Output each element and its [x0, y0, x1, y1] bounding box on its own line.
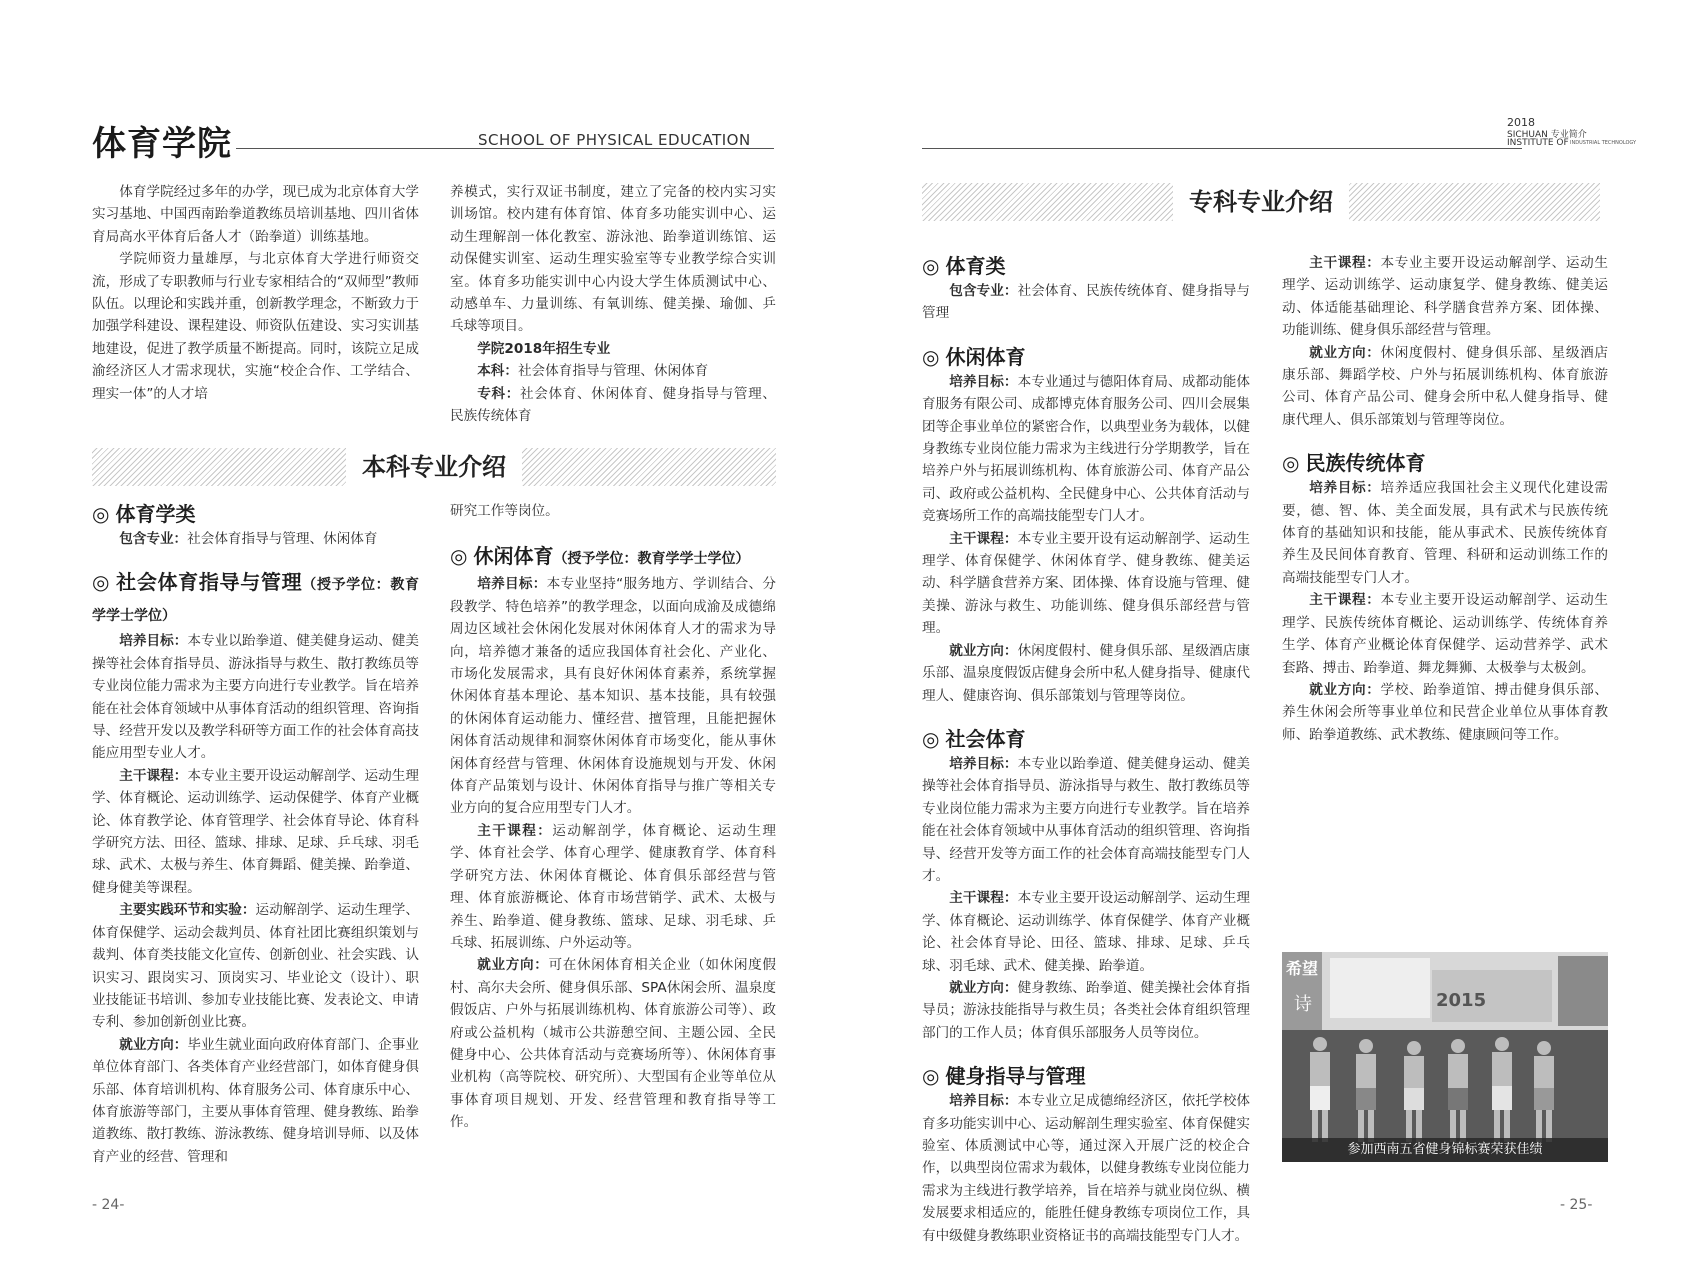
right-column-1 — [922, 252, 1250, 1247]
page-title-cn: 体育学院 — [92, 124, 232, 164]
header-year: 2018 — [1507, 116, 1535, 129]
competition-photo — [1282, 952, 1608, 1162]
section-heading — [1282, 449, 1608, 477]
section-title: 休闲体育 — [473, 544, 554, 569]
goal-label: 培养目标： — [949, 1093, 1018, 1110]
main-courses — [922, 887, 1250, 977]
circle-bullet-icon: ◎ — [92, 502, 110, 526]
goal-text: 本专业坚持“服务地方、学训结合、分段教学、特色培养”的教学理念，以面向成渝及成德绵周边区域社会休闲化发展对休闲体育人才的需求为导向，培养德才兼备的适应我国体育社会化、产业化、市场化发展需求，具有良好休闲体育素养，系统掌握休闲体育基本理论、基本知识、基本技能，具有较强的休闲体育运动能力、懂经营、擅管理，且能把握休闲体育活动规律和洞察休闲体育市场变化，能从事休闲体育经营与管理、休闲体育设施规划与开发、休闲体育产品策划与设计、休闲体育指导与推广等相关专业方向的复合应用型专门人才。 — [450, 576, 776, 817]
header-brand-line3: INSTITUTE OF — [1507, 138, 1569, 148]
courses-text: 本专业主要开设运动解剖学、运动生理学、体育概论、运动训练学、体育保健学、体育产业概论、社会体育导论、田径、篮球、排球、足球、乒乓球、羽毛球、武术、健美操、跆拳道。 — [922, 890, 1251, 974]
goal-label: 培养目标： — [1309, 480, 1381, 497]
employment-text: 学校、跆拳道馆、搏击健身俱乐部、养生休闲会所等事业单位和民营企业单位从事体育教师、跆拳道教练、武术教练、健康顾问等工作。 — [1282, 681, 1609, 743]
courses-label: 主干课程： — [477, 822, 553, 839]
section-heading — [922, 1062, 1250, 1090]
main-courses — [450, 820, 776, 954]
header-brand-tiny: INDUSTRIAL TECHNOLOGY — [1570, 140, 1637, 146]
employment-text: 休闲度假村、健身俱乐部、星级酒店康乐部、舞蹈学校、户外与拓展训练机构、体育旅游公司、体育产品公司、健身会所中私人健身指导、健康代理人、俱乐部策划与管理等岗位。 — [1282, 344, 1609, 428]
enroll-college-value: 社会体育、休闲体育、健身指导与管理、民族传统体育 — [450, 385, 777, 425]
circle-bullet-icon: ◎ — [450, 544, 468, 569]
goal-label: 培养目标： — [949, 755, 1018, 772]
section-heading — [92, 500, 419, 528]
training-goal — [92, 630, 419, 764]
training-goal — [1282, 477, 1608, 589]
section-heading — [922, 343, 1250, 371]
employment-label: 就业方向： — [949, 642, 1018, 659]
enroll-title: 学院2018年招生专业 — [477, 340, 611, 357]
included-label: 包含专业： — [949, 283, 1018, 299]
section-degree: （授予学位：教育学学士学位） — [553, 551, 750, 568]
courses-label: 主干课程： — [119, 767, 188, 784]
employment — [450, 954, 776, 1133]
employment — [1282, 679, 1608, 746]
included-majors — [922, 280, 1250, 325]
main-courses — [1282, 589, 1608, 679]
circle-bullet-icon: ◎ — [1282, 451, 1300, 476]
page-number-left: - 24- — [92, 1197, 125, 1213]
header-rule-right — [922, 148, 1522, 149]
courses-text: 本专业主要开设运动解剖学、运动生理学、运动训练学、运动康复学、健身教练、健美运动、体适能基础理论、科学膳食营养方案、团体操、功能训练、健身俱乐部经营与管理。 — [1282, 255, 1609, 339]
practice-text: 运动解剖学、运动生理学、体育保健学、运动会裁判员、体育社团比赛组织策划与裁判、体育类技能文化宣传、创新创业、社会实践、认识实习、跟岗实习、顶岗实习、毕业论文（设计）、职业技能证书培训、参加专业技能比赛、发表论文、申请专利、参加创新创业比赛。 — [92, 902, 420, 1031]
circle-bullet-icon: ◎ — [922, 726, 940, 751]
training-goal — [450, 573, 776, 819]
goal-text: 本专业以跆拳道、健美健身运动、健美操等社会体育指导员、游泳指导与救生、散打教练员等专业岗位能力需求为主要方向进行专业教学。旨在培养能在社会体育领域中从事体育活动的组织管理、咨询指导、经营开发以及教学科研等方面工作的社会体育高技能应用型专业人才。 — [92, 633, 420, 762]
training-goal — [922, 753, 1250, 887]
section-title: 休闲体育 — [945, 344, 1026, 369]
employment-label: 就业方向： — [1309, 681, 1381, 698]
section-title: 健身指导与管理 — [945, 1064, 1086, 1089]
employment — [1282, 342, 1608, 432]
college-banner-title: 专科专业介绍 — [1173, 183, 1349, 221]
courses-text: 运动解剖学，体育概论、运动生理学、体育社会学、体育心理学、健康教育学、体育科学研究方法、休闲体育概论、体育俱乐部经营与管理、体育旅游概论、体育市场营销学、武术、太极与养生、跆拳道、健身教练、篮球、足球、羽毛球、乒乓球、拓展训练、户外运动等。 — [450, 822, 777, 951]
employment-text: 休闲度假村、健身俱乐部、星级酒店康乐部、温泉度假饭店健身会所中私人健身指导、健康代理人、健康咨询、俱乐部策划与管理等岗位。 — [922, 642, 1251, 704]
employment-text: 健身教练、跆拳道、健美操社会体育指导员；游泳技能指导与救生员；各类社会体育组织管理部门的工作人员；体育俱乐部服务人员等岗位。 — [922, 979, 1251, 1041]
section-title: 社会体育指导与管理 — [116, 570, 303, 595]
section-degree: （授予学位：教育学学士学位） — [92, 577, 420, 625]
included-label: 包含专业： — [119, 531, 188, 547]
photo-caption: 参加西南五省健身锦标赛荣获佳绩 — [1282, 1138, 1608, 1162]
training-goal — [922, 371, 1250, 528]
section-heading — [92, 568, 419, 630]
courses-label: 主干课程： — [1309, 255, 1381, 271]
section-heading — [922, 252, 1250, 280]
employment-text: 毕业生就业面向政府体育部门、企事业单位体育部门、各类体育产业经营部门，如体育健身俱乐部、体育培训机构、体育服务公司、体育康乐中心、体育旅游等部门，主要从事体育管理、健身教练、跆拳道教练、散打教练、游泳教练、健身培训导师、以及体育产业的经营、管理和 — [92, 1036, 420, 1165]
goal-label: 培养目标： — [949, 373, 1018, 390]
courses-label: 主干课程： — [1309, 592, 1381, 609]
section-title: 体育学类 — [115, 502, 196, 526]
circle-bullet-icon: ◎ — [92, 570, 111, 595]
intro-column-2 — [450, 181, 776, 427]
courses-label: 主干课程： — [949, 890, 1018, 907]
employment-label: 就业方向： — [119, 1036, 188, 1053]
enroll-college-label: 专科： — [477, 385, 520, 402]
employment-label: 就业方向： — [477, 957, 549, 974]
intro-column-1 — [92, 181, 419, 405]
section-title: 体育类 — [945, 254, 1006, 278]
courses-text: 本专业主要开设有运动解剖学、运动生理学、体育保健学、休闲体育学、健身教练、健美运动、科学膳食营养方案、团体操、体育设施与管理、健美操、游泳与救生、功能训练、健身俱乐部经营与管理。 — [922, 530, 1251, 637]
training-goal — [922, 1090, 1250, 1247]
included-value: 社会体育、民族传统体育、健身指导与管理 — [922, 283, 1251, 322]
section-heading — [450, 542, 776, 573]
goal-text: 本专业通过与德阳体育局、成都动能体育服务有限公司、成都博克体育服务公司、四川会展集团等企事业单位的紧密合作，以典型业务为载体，以健身教练专业岗位能力需求为主线进行分学期教学，旨在培养户外与拓展训练机构、体育旅游公司、体育产品公司、政府或公益机构、全民健身中心、公共体育活动与竞赛场所工作的高端技能型专门人才。 — [922, 373, 1251, 525]
photo-sign-poem: 诗 — [1294, 994, 1312, 1015]
intro-paragraph: 学院师资力量雄厚，与北京体育大学进行师资交流，形成了专职教师与行业专家相结合的“双师型”教师队伍。以理论和实践并重，创新教学理念，不断致力于加强学科建设、课程建设、师资队伍建设、实习实训基地建设，促进了教学质量不断提高。同时，该院立足成渝经济区人才需求现状，实施“校企合作、工学结合、理实一体”的人才培 — [92, 251, 419, 402]
page-number-right: - 25- — [1560, 1197, 1593, 1213]
goal-text: 培养适应我国社会主义现代化建设需要，德、智、体、美全面发展，具有武术与民族传统体育的基础知识和技能，能从事武术、民族传统体育养生及民间体育教育、管理、科研和运动训练工作的高端技能型专门人才。 — [1282, 480, 1609, 586]
included-value: 社会体育指导与管理、休闲体育 — [187, 531, 378, 547]
employment — [92, 1034, 419, 1168]
undergrad-banner — [92, 448, 776, 486]
employment-continued: 研究工作等岗位。 — [450, 503, 559, 519]
header-brand-line2: SICHUAN 专业简介 — [1507, 130, 1587, 140]
courses-label: 主干课程： — [949, 530, 1018, 547]
enroll-undergrad-value: 社会体育指导与管理、休闲体育 — [517, 363, 709, 380]
main-courses — [1282, 252, 1608, 342]
circle-bullet-icon: ◎ — [922, 344, 940, 369]
circle-bullet-icon: ◎ — [922, 254, 940, 278]
courses-text: 本专业主要开设运动解剖学、运动生理学、民族传统体育概论、运动训练学、传统体育养生学、体育产业概论体育保健学、运动营养学、武术套路、搏击、跆拳道、舞龙舞狮、太极拳与太极剑。 — [1282, 592, 1609, 676]
enroll-college — [450, 383, 776, 428]
enroll-undergrad-label: 本科： — [477, 363, 518, 380]
employment-text: 可在休闲体育相关企业（如休闲度假村、高尔夫会所、健身俱乐部、SPA休闲会所、温泉度假饭店、户外与拓展训练机构、体育旅游公司等）、政府或公益机构（城市公共游憩空间、主题公园、全民健身中心、公共体育活动与竞赛场所等）、休闲体育事业机构（高等院校、研究所）、大型国有企业等单位从事体育项目规划、开发、经营管理和教育指导等工作。 — [450, 957, 777, 1131]
photo-illustration — [1282, 952, 1608, 1162]
goal-label: 培养目标： — [477, 576, 547, 593]
employment-label: 就业方向： — [1309, 344, 1381, 361]
goal-text: 本专业以跆拳道、健美健身运动、健美操等社会体育指导员、游泳指导与救生、散打教练员等专业岗位能力需求为主要方向进行专业教学。旨在培养能在社会体育领域中从事体育活动的组织管理、咨询指导、经营开发等方面工作的社会体育高端技能型专门人才。 — [922, 755, 1251, 884]
intro-paragraph: 体育学院经过多年的办学，现已成为北京体育大学实习基地、中国西南跆拳道教练员培训基地、四川省体育局高水平体育后备人才（跆拳道）训练基地。 — [92, 184, 419, 245]
practice-items — [92, 899, 419, 1033]
photo-sign-hope: 希望 — [1286, 959, 1319, 978]
photo-sign-2015: 2015 — [1436, 990, 1487, 1011]
employment — [922, 640, 1250, 707]
left-column-1 — [92, 500, 419, 1168]
practice-label: 主要实践环节和实验： — [119, 902, 256, 919]
section-title: 民族传统体育 — [1305, 451, 1426, 476]
section-title: 社会体育 — [945, 726, 1026, 751]
courses-text: 本专业主要开设运动解剖学、运动生理学、体育概论、运动训练学、运动保健学、体育产业概论、体育教学论、体育管理学、社会体育导论、体育科学研究方法、田径、篮球、排球、足球、乒乓球、羽毛球、武术、太极与养生、体育舞蹈、健美操、跆拳道、健身健美等课程。 — [92, 767, 420, 896]
employment — [922, 977, 1250, 1044]
undergrad-banner-title: 本科专业介绍 — [346, 448, 522, 486]
section-heading — [922, 725, 1250, 753]
included-majors — [92, 528, 419, 550]
main-courses — [92, 765, 419, 899]
goal-text: 本专业立足成德绵经济区，依托学校体育多功能实训中心、运动解剖生理实验室、体育保健实验室、体质测试中心等，通过深入开展广泛的校企合作，以典型岗位需求为载体，以健身教练专业岗位能力需求为主线进行教学培养，旨在培养与就业岗位纵、横发展要求相适应的，能胜任健身教练专项岗位工作，具有中级健身教练职业资格证书的高端技能型专门人才。 — [922, 1093, 1251, 1244]
circle-bullet-icon: ◎ — [922, 1064, 940, 1089]
page-title-en: SCHOOL OF PHYSICAL EDUCATION — [478, 131, 751, 149]
enroll-undergrad — [450, 360, 776, 382]
left-column-2 — [450, 500, 776, 1134]
main-courses — [922, 528, 1250, 640]
college-banner — [922, 183, 1600, 221]
employment-label: 就业方向： — [949, 979, 1018, 996]
right-column-2 — [1282, 252, 1608, 746]
intro-paragraph: 养模式，实行双证书制度，建立了完备的校内实习实训场馆。校内建有体育馆、体育多功能实训中心、运动生理解剖一体化教室、游泳池、跆拳道训练馆、运动保健实训室、运动生理实验室等专业教学综合实训室。体育多功能实训中心内设大学生体质测试中心、动感单车、力量训练、有氧训练、健美操、瑜伽、乒乓球等项目。 — [450, 184, 776, 335]
goal-label: 培养目标： — [119, 633, 188, 650]
